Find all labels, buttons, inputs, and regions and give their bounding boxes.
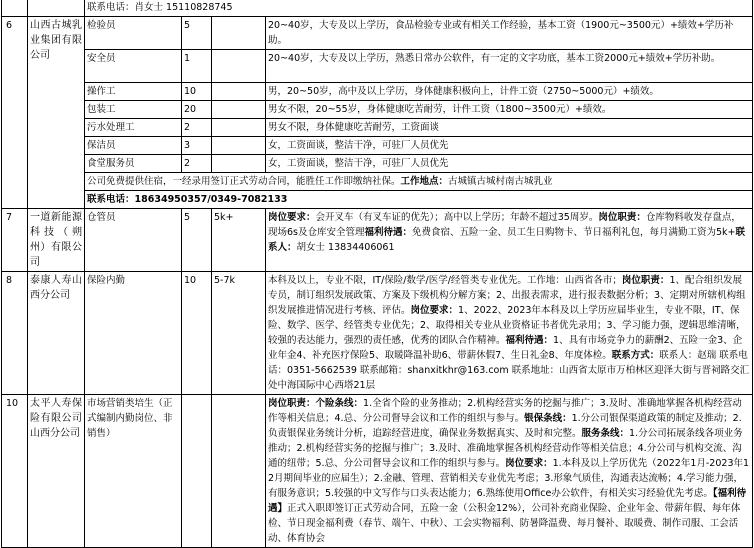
table-row [2,395,753,548]
position-salary [212,395,266,548]
row-number: 7 [2,209,28,272]
req-text: 1.本科及以上学历优先（2022年1月-2023年12月期间毕业的应届生）；2.金融、管理、营销相关专业优先考虑；3.形象气质佳，沟通表达流畅；4.学习能力强，有服务意识；5.较强的中文写作与口头表达能力；6.熟练使用Office办公软件，有相关实习经验优先考虑。 [268,458,750,499]
position-name: 保险内勤 [85,272,182,395]
position-salary: 5-7k [212,272,266,395]
contact-cell: 联系电话：肖女士 15110828745 [85,0,753,17]
company-note [85,173,753,191]
position-salary [212,137,266,155]
position-salary [212,101,266,119]
position-requirement: 男，20~50岁，高中及以上学历，身体健康积极向上，计件工资（2750~5000元）+绩效。 [266,83,753,101]
position-salary [212,155,266,173]
position-name: 市场营销类培生（正式编制内勤岗位、非销售） [85,395,182,548]
req-text: 本科及以上，专业不限，IT/保险/数学/医学/经管类专业优先。工作地：山西省各市； [268,275,622,286]
row-number: 8 [2,272,28,395]
req-label: 岗位职责： [268,398,316,409]
position-salary [212,50,266,83]
table-row [2,119,753,137]
company-name: 山西古城乳业集团有限公司 [28,17,85,209]
company-contact [85,191,753,209]
position-requirement [266,272,753,395]
table-row [2,17,753,50]
req-label: 福利待遇： [505,335,554,346]
req-label: 岗位要求： [505,458,553,469]
position-name: 检验员 [85,17,182,50]
position-count: 10 [182,272,212,395]
position-count: 2 [182,155,212,173]
table-row [2,155,753,173]
job-listing-table [1,0,753,548]
position-requirement: 20~40岁，大专及以上学历，食品检验专业或有相关工作经验，基本工资（1900元~3500元）+绩效+学历补助。 [266,17,753,50]
req-label: 岗位职责： [598,212,646,223]
req-subtitle: 银保条线： [524,413,572,424]
req-label: 岗位要求： [268,212,316,223]
address-text: 古城镇古城村南古城乳业 [448,176,553,187]
req-text: 胡女士 13834406061 [296,242,395,253]
address-label: 工作地点： [400,176,449,187]
req-label: 岗位要求： [410,305,459,316]
row-number: 6 [2,17,28,209]
table-row [2,209,753,272]
req-subtitle: 服务条线： [581,428,630,439]
position-count: 1 [182,50,212,83]
company-name: 太平人寿保险有限公司山西分公司 [28,395,85,548]
table-row [2,0,753,17]
position-requirement [266,209,753,272]
req-label: 联系人： [268,227,746,253]
table-row [2,173,753,191]
row-number: 10 [2,395,28,548]
req-text: 联系人：赵瑞 联系电话：0351-5662539 联系邮箱：shanxitkhr@163.com 联系地址：山西省太原市万柏林区迎泽大街与晋祠路交汇处中海国际中心西塔21层 [268,350,750,391]
req-subtitle: 个险条线： [315,398,364,409]
req-text: 正式入职即签订正式劳动合同，五险一金（公积金12%），公司补充商业保险、企业年金、带薪年假、每年体检、节日现金福利费（春节、端午、中秋）、工会实物福利、防暑降温费、每月餐补、取暖费、制作司服、工会活动、体育协会 [268,503,741,544]
req-label: 联系方式： [611,350,660,361]
position-salary [212,119,266,137]
req-text: 1.分公司拓展条线各项业务推动；2.机构经营实务的挖掘与推广；3.及时、准确地掌握各机构经营动作等相关信息；4.分公司与机构交流、沟通的纽带；5.总、分公司督导会议和工作的组织与参与。 [268,428,743,469]
table-row [2,50,753,83]
position-requirement: 女，工资面谈，整洁干净，可驻厂人员优先 [266,137,753,155]
position-count: 3 [182,137,212,155]
position-count: 5 [182,209,212,272]
table-row [2,272,753,395]
position-name: 包装工 [85,101,182,119]
position-requirement: 20~40岁，大专及以上学历，熟悉日常办公软件，有一定的文字功底，基本工资2000元+绩效+学历补助。 [266,50,753,83]
contact-label: 联系电话： [87,194,135,205]
position-requirement: 男女不限，身体健康吃苦耐劳，工资面谈 [266,119,753,137]
position-count: 20 [182,101,212,119]
position-name: 保洁员 [85,137,182,155]
position-name: 安全员 [85,50,182,83]
position-name: 污水处理工 [85,119,182,137]
req-text: 1、具有市场竞争力的薪酬2、五险一金3、企业年金4、补充医疗保险5、取暖降温补助6、带薪休假7、生日礼金8、年度体检。 [268,335,743,361]
table-row [2,137,753,155]
position-count: 2 [182,119,212,137]
company-name: 泰康人寿山西分公司 [28,272,85,395]
req-text: 1、2022、2023年本科及以上学历应届毕业生，专业不限，IT、保险、数学、医学、经管类专业优先；2、取得相关专业从业资格证书者优先录用；3、学习能力强，逻辑思维清晰，较强的表达能力，强烈的责任感，优秀的团队合作精神。 [268,305,746,346]
position-count: 10 [182,83,212,101]
position-salary: 5k+ [212,209,266,272]
table-row [2,191,753,209]
contact-phone: 18634950357/0349-7082133 [134,194,288,205]
req-text: 1、配合组织发展专员，制订组织发展政策、方案及下级机构分解方案；2、出报表需求，进行报表数据分析；3、定期对所辖机构组织发展推进情况进行考核、评估。 [268,275,746,316]
position-requirement: 男女不限，20~55岁，身体健康吃苦耐劳，计件工资（1800~3500元）+绩效。 [266,101,753,119]
req-text: 免费食宿、五险一金、员工生日购物卡、节日福利礼包，每月满勤工资为5k+ [412,227,736,238]
req-label: 岗位职责： [621,275,670,286]
table-row [2,101,753,119]
company-name: 一道新能源科技（朔州）有限公司 [28,209,85,272]
req-text: 1.全省个险的业务推动；2.机构经营实务的挖掘与推广；3.及时、准确地掌握各机构经营动作等相关信息；4.总、分公司督导会议和工作的组织与参与。 [268,398,742,424]
req-text: 会开叉车（有叉车证的优先）；高中以上学历；年龄不超过35周岁。 [315,212,599,223]
position-name: 操作工 [85,83,182,101]
req-label: 福利待遇： [364,227,413,238]
position-salary [212,17,266,50]
table-row [2,83,753,101]
position-name: 仓管员 [85,209,182,272]
position-salary [212,83,266,101]
req-text: 1.分公司银保渠道政策的制定及推动；2.负责银保业务统计分析，追踪经营进度，确保业务数据真实、及时和完整。 [268,413,742,439]
position-requirement [266,395,753,548]
req-text: 仓库物料收发存盘点，现场6s及仓库安全管理 [268,212,741,238]
position-requirement: 女，工资面谈，整洁干净，可驻厂人员优先 [266,155,753,173]
position-name: 食堂服务员 [85,155,182,173]
note-text: 公司免费提供住宿，一经录用签订正式劳动合同，能胜任工作即缴纳社保。 [87,176,401,187]
position-count: 5 [182,17,212,50]
position-count [182,395,212,548]
req-label: 【福利待遇】 [268,488,747,514]
